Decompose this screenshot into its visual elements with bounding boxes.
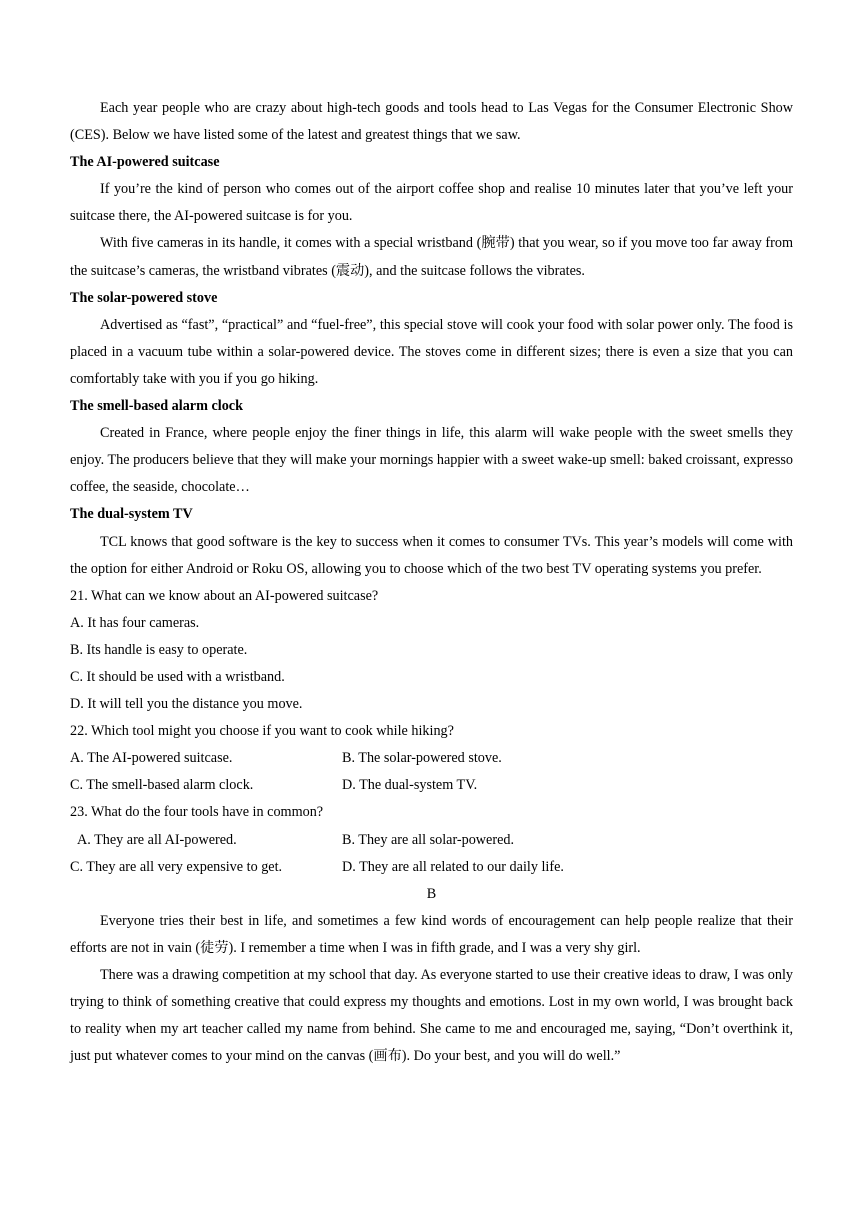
section-heading: The dual-system TV [70, 506, 193, 523]
question-option-row [70, 854, 793, 881]
question-option: D. The dual-system TV. [342, 777, 478, 794]
question-option: C. They are all very expensive to get. [70, 858, 283, 875]
section-paragraph: TCL knows that good software is the key to success when it comes to consumer TVs. This year’s models will come with the option for either Android or Roku OS, allowing you to choose which of the two best TV operating systems you prefer. [70, 533, 793, 577]
passage-b-paragraph: There was a drawing competition at my school that day. As everyone started to use their creative ideas to draw, I was only trying to think of something creative that could express my thoughts and emotions. Lost in my own world, I was brought back to reality when my art teacher called my name from behind. She came to me and encouraged me, saying, “Don’t overthink it, just put whatever comes to your mind on the canvas (画布). Do your best, and you will do well.” [70, 967, 793, 1065]
section-paragraph: Created in France, where people enjoy the finer things in life, this alarm will wake people with the sweet smells they enjoy. The producers believe that they will make your mornings happier with a sweet wake-up smell: baked croissant, expresso coffee, the seaside, chocolate… [70, 425, 793, 496]
passage-a-intro: Each year people who are crazy about high-tech goods and tools head to Las Vegas for the Consumer Electronic Show (CES). Below we have listed some of the latest and greatest things that we saw. [70, 100, 793, 144]
question-option: D. They are all related to our daily life. [342, 858, 564, 875]
question-stem: 23. What do the four tools have in common? [70, 804, 324, 821]
question-option: A. They are all AI-powered. [77, 831, 237, 848]
section-paragraph: If you’re the kind of person who comes out of the airport coffee shop and realise 10 minutes later that you’ve left your suitcase there, the AI-powered suitcase is for you. [70, 181, 793, 225]
section-heading: The AI-powered suitcase [70, 154, 220, 171]
question-option: A. It has four cameras. [70, 614, 200, 631]
document-page [70, 95, 793, 1070]
question-option: C. It should be used with a wristband. [70, 668, 285, 685]
question-option-row [70, 772, 793, 799]
passage-b-paragraph: Everyone tries their best in life, and sometimes a few kind words of encouragement can help people realize that their efforts are not in vain (徒劳). I remember a time when I was in fifth grade, and I was a very shy girl. [70, 912, 793, 956]
question-option: B. Its handle is easy to operate. [70, 641, 248, 658]
section-heading: The smell-based alarm clock [70, 398, 243, 415]
section-heading: The solar-powered stove [70, 289, 218, 306]
question-option: D. It will tell you the distance you move. [70, 696, 303, 713]
question-option-row [70, 745, 793, 772]
question-stem: 21. What can we know about an AI-powered suitcase? [70, 587, 379, 604]
question-option: C. The smell-based alarm clock. [70, 777, 254, 794]
question-option-row [70, 827, 793, 854]
question-option: B. They are all solar-powered. [342, 831, 515, 848]
question-stem: 22. Which tool might you choose if you want to cook while hiking? [70, 723, 454, 740]
question-option: B. The solar-powered stove. [342, 750, 502, 767]
section-paragraph: Advertised as “fast”, “practical” and “fuel-free”, this special stove will cook your food with solar power only. The food is placed in a vacuum tube within a solar-powered device. The stoves come in different sizes; there is even a size that you can comfortably take with you if you go hiking. [70, 316, 793, 387]
passage-b-label: B [426, 885, 437, 902]
question-option: A. The AI-powered suitcase. [70, 750, 233, 767]
section-paragraph: With five cameras in its handle, it comes with a special wristband (腕带) that you wear, so if you move too far away from the suitcase’s cameras, the wristband vibrates (震动), and the suitcase follows the vibrates. [70, 235, 793, 279]
